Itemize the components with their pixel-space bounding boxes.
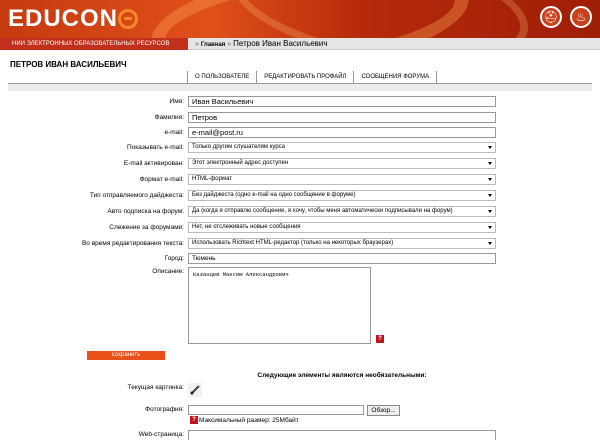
- picture-label: Текущая картинка:: [127, 384, 184, 391]
- photo-file-field[interactable]: [188, 405, 364, 415]
- digest-select[interactable]: [188, 190, 496, 201]
- digest-value: Без дайджеста (одно e-mail на одно сообщение в форуме): [192, 192, 356, 198]
- show-email-select[interactable]: [188, 142, 496, 153]
- email-format-select[interactable]: [188, 174, 496, 185]
- save-button[interactable]: сохранить: [87, 351, 165, 360]
- chevron-down-icon: [488, 162, 492, 165]
- editor-value: Использовать Richtext HTML-редактор (только на некоторых браузерах): [192, 240, 394, 246]
- show-email-value: Только другим слушателям курса: [192, 144, 286, 150]
- site-logo[interactable]: EDUCON: [8, 5, 119, 32]
- breadcrumb-separator: »: [227, 41, 232, 48]
- site-tagline: НИИ ЭЛЕКТРОННЫХ ОБРАЗОВАТЕЛЬНЫХ РЕСУРСОВ: [0, 38, 188, 50]
- email-enabled-label: E-mail активирован:: [123, 160, 184, 167]
- flame-icon[interactable]: ♨: [570, 6, 592, 28]
- logo-mark-icon: [118, 9, 138, 29]
- email-enabled-select[interactable]: [188, 158, 496, 169]
- breadcrumb-separator: »: [195, 41, 199, 48]
- site-header: [0, 0, 600, 38]
- surname-label: Фамилия:: [154, 114, 184, 121]
- page-title: ПЕТРОВ ИВАН ВАСИЛЬЕВИЧ: [10, 60, 127, 69]
- nav-bar: [0, 38, 600, 50]
- name-label: Имя:: [169, 98, 184, 105]
- optional-heading: Следующие элементы являются необязательными:: [257, 372, 427, 379]
- email-enabled-value: Этот электронный адрес доступен: [192, 160, 289, 166]
- name-field[interactable]: Иван Васильевич: [188, 96, 496, 107]
- digest-label: Тип отправляемого дайджеста:: [89, 192, 184, 199]
- autosubscribe-value: Да (когда я отправлю сообщение, я хочу, чтобы меня автоматически подписывали на форум): [192, 208, 453, 214]
- editor-label: Во время редактирования текста:: [81, 240, 184, 247]
- breadcrumb-home-link[interactable]: Главная: [200, 42, 226, 48]
- city-field[interactable]: Тюмень: [188, 253, 496, 264]
- tab-forum-posts[interactable]: СООБЩЕНИЯ ФОРУМА: [353, 71, 437, 83]
- email-label: e-mail:: [164, 129, 184, 136]
- web-page-field[interactable]: [188, 430, 496, 440]
- help-icon[interactable]: ?: [190, 416, 198, 424]
- tab-underline: [8, 83, 592, 91]
- surname-field[interactable]: Петров: [188, 112, 496, 123]
- autosubscribe-label: Авто подписка на форум:: [107, 208, 184, 215]
- chevron-down-icon: [488, 194, 492, 197]
- editor-select[interactable]: [188, 238, 496, 249]
- email-field[interactable]: e-mail@post.ru: [188, 127, 496, 138]
- chevron-down-icon: [488, 242, 492, 245]
- tracking-value: Нет, не отслеживать новые сообщения: [192, 224, 301, 230]
- tab-about[interactable]: О ПОЛЬЗОВАТЕЛЕ: [187, 71, 257, 83]
- web-page-label: Web-страница:: [138, 431, 184, 438]
- chevron-down-icon: [488, 178, 492, 181]
- chevron-down-icon: [488, 210, 492, 213]
- helmet-icon[interactable]: ⛑: [540, 6, 562, 28]
- chevron-down-icon: [488, 146, 492, 149]
- max-size-note: Максимальный размер: 25Мбайт: [199, 417, 299, 424]
- autosubscribe-select[interactable]: [188, 206, 496, 217]
- current-picture: [188, 383, 202, 397]
- breadcrumb: [195, 38, 328, 51]
- help-icon[interactable]: ?: [376, 335, 384, 343]
- tracking-label: Слежение за форумами:: [109, 224, 184, 231]
- description-label: Описание:: [152, 268, 184, 275]
- show-email-label: Показывать e-mail:: [127, 144, 184, 151]
- tracking-select[interactable]: [188, 222, 496, 233]
- chevron-down-icon: [488, 226, 492, 229]
- browse-button[interactable]: Обзор...: [367, 405, 400, 416]
- photo-label: Фотография:: [145, 406, 184, 413]
- tab-edit-profile[interactable]: РЕДАКТИРОВАТЬ ПРОФАЙЛ: [256, 71, 354, 83]
- email-format-value: HTML-формат: [192, 176, 233, 182]
- email-format-label: Формат e-mail:: [139, 176, 184, 183]
- breadcrumb-current: Петров Иван Васильевич: [233, 39, 328, 48]
- profile-tabs: [187, 71, 436, 83]
- city-label: Город:: [164, 255, 184, 262]
- description-textarea[interactable]: Казанцев Максим Александрович: [188, 267, 371, 344]
